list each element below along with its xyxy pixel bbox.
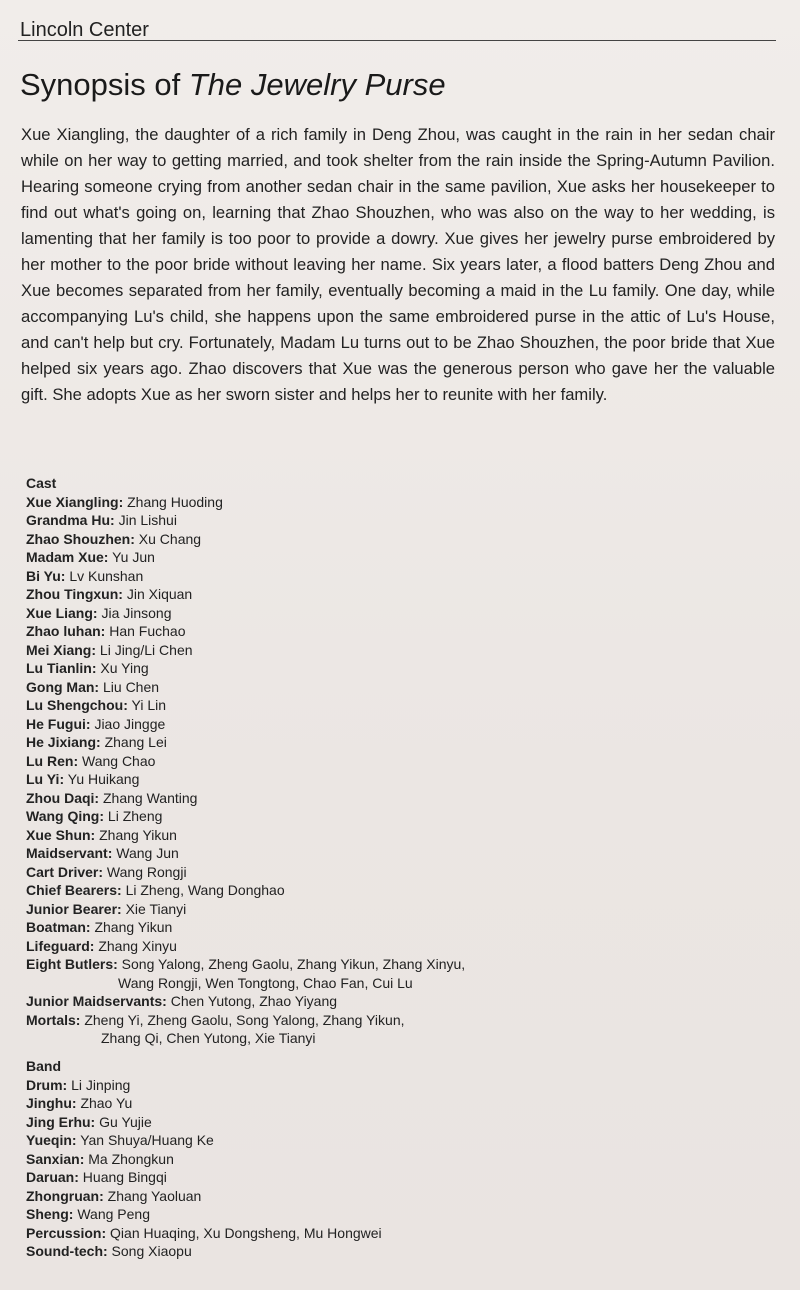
- credit-role: Xue Xiangling:: [26, 493, 124, 510]
- credit-name: Yi Lin: [131, 697, 167, 713]
- credit-row: [26, 1168, 626, 1187]
- credit-name: Zheng Yi, Zheng Gaolu, Song Yalong, Zhang Yikun,: [84, 1011, 405, 1028]
- credit-name: Zhang Wanting: [103, 789, 198, 806]
- credit-role: Zhongruan:: [26, 1187, 104, 1204]
- credit-name: Song Xiaopu: [111, 1243, 192, 1259]
- credit-name: Jia Jinsong: [101, 604, 172, 621]
- credit-role: Sheng:: [26, 1206, 74, 1222]
- credit-role: Drum:: [26, 1076, 68, 1093]
- credit-name: Zhang Xinyu: [98, 937, 177, 954]
- credit-name: Han Fuchao: [109, 623, 186, 639]
- credit-name: Zhang Yaoluan: [107, 1187, 202, 1204]
- credit-name: Wang Rongji, Wen Tongtong, Chao Fan, Cui Lu: [118, 974, 413, 991]
- synopsis-paragraph: Xue Xiangling, the daughter of a rich family in Deng Zhou, was caught in the rain in her sedan chair while on her way to getting married, and took shelter from the rain inside the Spring-Autumn Pavilion. Hearing someone crying from another sedan chair in the same pavilion, Xue asks her housekeeper to find out what's going on, learning that Zhao Shouzhen, who was also on the way to her wedding, is lamenting that her family is too poor to provide a dowry. Xue gives her jewelry purse embroidered by her mother to the poor bride without leaving her name. Six years later, a flood batters Deng Zhou and Xue becomes separated from her family, eventually becoming a maid in the Lu family. One day, while accompanying Lu's child, she happens upon the same embroidered purse in the attic of Lu's House, and can't help but cry. Fortunately, Madam Lu turns out to be Zhao Shouzhen, the poor bride that Xue helped six years ago. Zhao discovers that Xue was the generous person who gave her the valuable gift. She adopts Xue as her sworn sister and helps her to reunite with her family.: [21, 125, 775, 404]
- credit-name: Zhang Yikun: [94, 919, 173, 935]
- credit-row: [26, 992, 626, 1011]
- credit-name: Chen Yutong, Zhao Yiyang: [170, 993, 338, 1009]
- credit-row: [26, 900, 626, 919]
- title-prefix: Synopsis of: [20, 67, 189, 102]
- credit-name: Qian Huaqing, Xu Dongsheng, Mu Hongwei: [110, 1224, 382, 1241]
- credit-row: [26, 955, 626, 974]
- credit-name: Liu Chen: [103, 678, 160, 695]
- credit-name: Xie Tianyi: [125, 900, 187, 917]
- credit-role: Zhao luhan:: [26, 623, 106, 639]
- credit-role: Sound-tech:: [26, 1243, 108, 1259]
- credit-row: [26, 937, 626, 956]
- credit-row: [26, 696, 626, 715]
- credit-row: [26, 585, 626, 604]
- credit-row: [26, 826, 626, 845]
- credit-row: [26, 622, 626, 641]
- credit-role: Bi Yu:: [26, 567, 66, 584]
- credit-name: Xu Chang: [138, 530, 202, 547]
- page-title: [20, 66, 446, 104]
- credit-role: Lifeguard:: [26, 937, 95, 954]
- credit-name: Jin Xiquan: [126, 586, 193, 602]
- credit-name: Li Jing/Li Chen: [99, 641, 193, 658]
- credit-row: [26, 659, 626, 678]
- credit-row: [26, 752, 626, 771]
- credit-name: Ma Zhongkun: [88, 1150, 174, 1167]
- credit-row: [26, 493, 626, 512]
- credit-name: Zhao Yu: [80, 1095, 133, 1111]
- credit-role: Zhou Tingxun:: [26, 586, 123, 602]
- credit-name: Wang Rongji: [106, 863, 187, 880]
- credit-name: Yu Huikang: [67, 771, 140, 787]
- credit-row: [26, 604, 626, 623]
- credit-role: Zhou Daqi:: [26, 789, 100, 806]
- credit-role: Eight Butlers:: [26, 956, 118, 972]
- band-section: [26, 1057, 626, 1261]
- credit-role: Cart Driver:: [26, 863, 104, 880]
- page-header: [18, 18, 776, 41]
- credit-row: [26, 548, 626, 567]
- credit-name: Huang Bingqi: [82, 1169, 167, 1185]
- credit-role: Maidservant:: [26, 845, 113, 861]
- credit-row-continuation: [26, 974, 626, 993]
- credit-role: Wang Qing:: [26, 808, 105, 824]
- credit-row: [26, 1094, 626, 1113]
- credit-row: [26, 918, 626, 937]
- credit-role: Jing Erhu:: [26, 1113, 96, 1130]
- credit-row: [26, 844, 626, 863]
- credit-role: Grandma Hu:: [26, 512, 115, 528]
- credit-name: Li Zheng, Wang Donghao: [125, 882, 285, 898]
- credit-row-continuation: [26, 1029, 626, 1048]
- credit-row: [26, 1076, 626, 1095]
- credit-row: [26, 881, 626, 900]
- credit-role: He Jixiang:: [26, 734, 101, 750]
- credit-role: Lu Tianlin:: [26, 660, 97, 676]
- credit-role: Mei Xiang:: [26, 641, 97, 658]
- credit-name: Wang Chao: [82, 752, 156, 769]
- credit-role: He Fugui:: [26, 715, 91, 732]
- credit-role: Madam Xue:: [26, 549, 109, 565]
- credit-row: [26, 1113, 626, 1132]
- credit-role: Lu Shengchou:: [26, 697, 128, 713]
- credit-role: Yueqin:: [26, 1132, 77, 1148]
- credit-name: Yan Shuya/Huang Ke: [80, 1132, 214, 1148]
- credit-name: Zhang Huoding: [127, 493, 223, 510]
- credit-role: Xue Shun:: [26, 826, 96, 843]
- venue-label: Lincoln Center: [20, 19, 149, 41]
- credit-name: Wang Peng: [77, 1206, 150, 1222]
- credit-name: Lv Kunshan: [69, 567, 144, 584]
- credit-row: [26, 770, 626, 789]
- credit-role: Gong Man:: [26, 678, 100, 695]
- credit-name: Yu Jun: [112, 549, 155, 565]
- credit-name: Gu Yujie: [99, 1113, 152, 1130]
- credit-row: [26, 863, 626, 882]
- credit-role: Junior Bearer:: [26, 900, 122, 917]
- credit-role: Lu Ren:: [26, 752, 79, 769]
- title-italic: The Jewelry Purse: [188, 67, 446, 102]
- credit-name: Jin Lishui: [118, 512, 177, 528]
- credit-name: Zhang Yikun: [99, 826, 177, 843]
- cast-section: [26, 474, 626, 1048]
- band-heading: Band: [26, 1058, 61, 1074]
- credit-name: Wang Jun: [116, 845, 179, 861]
- credit-row: [26, 567, 626, 586]
- credit-row: [26, 641, 626, 660]
- credit-row: [26, 1131, 626, 1150]
- credit-role: Junior Maidservants:: [26, 993, 167, 1009]
- credit-row: [26, 511, 626, 530]
- credit-row: [26, 1011, 626, 1030]
- credit-row: [26, 715, 626, 734]
- credit-name: Song Yalong, Zheng Gaolu, Zhang Yikun, Zhang Xinyu,: [121, 956, 466, 972]
- credit-name: Zhang Qi, Chen Yutong, Xie Tianyi: [101, 1030, 316, 1046]
- credit-name: Zhang Lei: [104, 734, 167, 750]
- credit-name: Li Zheng: [107, 808, 163, 824]
- credit-row: [26, 1187, 626, 1206]
- credit-name: Xu Ying: [100, 660, 149, 676]
- credit-role: Mortals:: [26, 1011, 81, 1028]
- credit-row: [26, 678, 626, 697]
- credit-role: Xue Liang:: [26, 604, 98, 621]
- credit-name: Li Jinping: [71, 1076, 131, 1093]
- credit-row: [26, 1205, 626, 1224]
- credit-role: Sanxian:: [26, 1150, 85, 1167]
- cast-heading: Cast: [26, 475, 57, 491]
- credit-role: Jinghu:: [26, 1095, 77, 1111]
- credit-role: Zhao Shouzhen:: [26, 530, 135, 547]
- cast-list: [26, 493, 626, 956]
- credit-row: [26, 1150, 626, 1169]
- credit-row: [26, 1224, 626, 1243]
- credit-role: Boatman:: [26, 919, 91, 935]
- credit-row: [26, 530, 626, 549]
- credit-row: [26, 789, 626, 808]
- credit-role: Daruan:: [26, 1169, 79, 1185]
- credit-name: Jiao Jingge: [94, 715, 166, 732]
- credit-role: Chief Bearers:: [26, 882, 122, 898]
- credit-row: [26, 733, 626, 752]
- band-list: [26, 1076, 626, 1261]
- credit-row: [26, 1242, 626, 1261]
- credit-role: Percussion:: [26, 1224, 107, 1241]
- credit-row: [26, 807, 626, 826]
- credit-role: Lu Yi:: [26, 771, 65, 787]
